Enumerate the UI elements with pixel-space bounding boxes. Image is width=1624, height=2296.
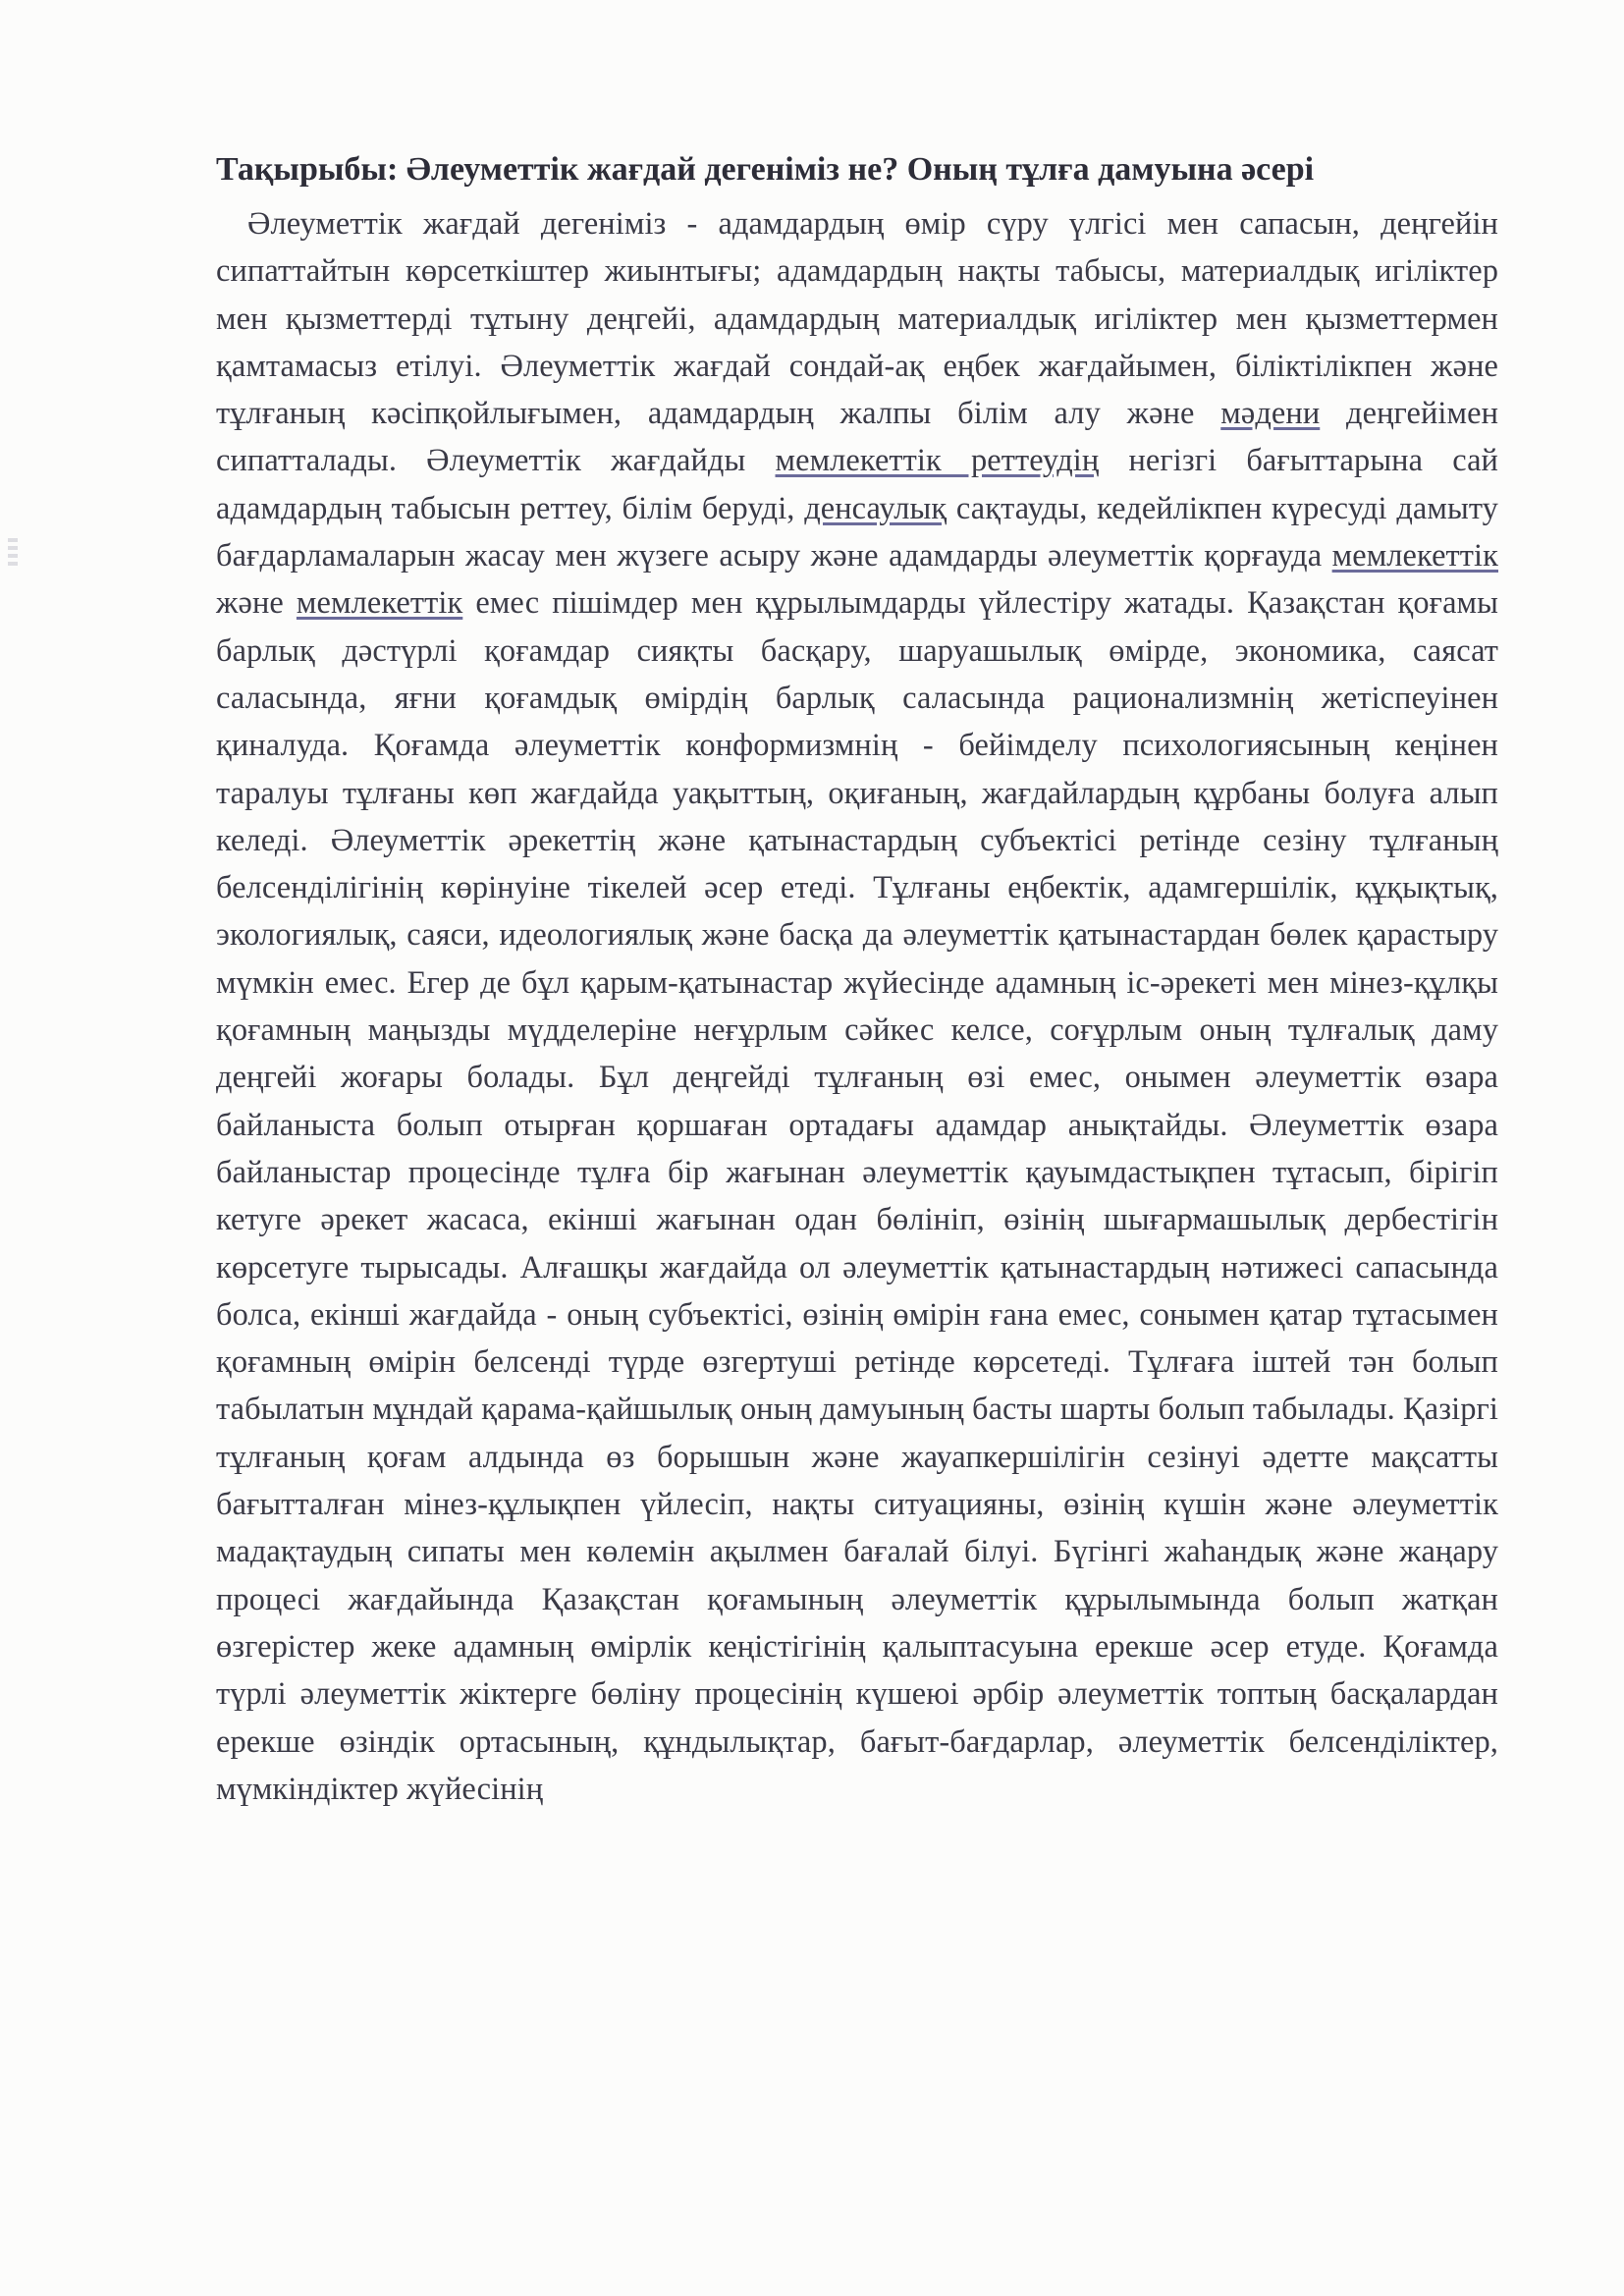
underlined-word-memlekettik-retteudin: мемлекеттік реттеудің xyxy=(775,443,1100,479)
body-text-1: Әлеуметтік жағдай дегеніміз - адамдардың өмір сүру үлгісі мен сапасын, деңгейін сипаттайтын көрсеткіштер жиынтығы; адамдардың нақты табысы, материалдық игіліктер мен қызметтерді тұтыну деңгейі, адамдардың материалдық игіліктер мен қызметтермен қамтамасыз етілуі. Әлеуметтік жағдай сондай-ақ еңбек жағдайымен, біліктілікпен және тұлғаның кәсіпқойлығымен, адамдардың жалпы білім алу және xyxy=(216,206,1498,432)
document-page xyxy=(216,147,1498,1813)
underlined-word-memlekettik-1: мемлекеттік xyxy=(1331,538,1498,574)
body-text-2: деңгейімен сипатталады. Әлеуметтік жағдайды xyxy=(216,396,1498,479)
body-text-4: сақтауды, кедейлікпен күресуді дамыту бағдарламаларын жасау мен жүзеге асыру және адамдарды әлеуметтік қорғауда xyxy=(216,490,1498,574)
underlined-word-madeni: мәдени xyxy=(1220,396,1321,432)
scan-artifact xyxy=(8,538,18,566)
body-text-3: негізгі бағыттарына сай адамдардың табысын реттеу, білім беруді, xyxy=(216,443,1498,526)
underlined-word-memlekettik-2: мемлекеттік xyxy=(296,585,463,622)
body-text-5: және xyxy=(216,585,284,622)
body-paragraph xyxy=(216,200,1498,1813)
underlined-word-densaulyk: денсаулық xyxy=(804,490,947,526)
body-text-6: емес пішімдер мен құрылымдарды үйлестіру жатады. Қазақстан қоғамы барлық дәстүрлі қоғамдар сияқты басқару, шаруашылық өмірде, экономика, саясат саласында, яғни қоғамдық өмірдің барлық саласында рационализмнің жетіспеуінен қиналуда. Қоғамда әлеуметтік конформизмнің - бейімделу психологиясының кеңінен таралуы тұлғаны көп жағдайда уақыттың, оқиғаның, жағдайлардың құрбаны болуға алып келеді. Әлеуметтік әрекеттің және қатынастардың субъектісі ретінде сезіну тұлғаның белсенділігінің көрінуіне тікелей әсер етеді. Тұлғаны еңбектік, адамгершілік, құқықтық, экологиялық, саяси, идеологиялық және басқа да әлеуметтік қатынастардан бөлек қарастыру мүмкін емес. Егер де бұл қарым-қатынастар жүйесінде адамның іс-әрекеті мен мінез-құлқы қоғамның маңызды мүдделеріне неғұрлым сәйкес келсе, соғұрлым оның тұлғалық даму деңгейі жоғары болады. Бұл деңгейді тұлғаның өзі емес, онымен әлеуметтік өзара байланыста болып отырған қоршаған ортадағы адамдар анықтайды. Әлеуметтік өзара байланыстар процесінде тұлға бір жағынан әлеуметтік қауымдастықпен тұтасып, бірігіп кетуге әрекет жасаса, екінші жағынан одан бөлініп, өзінің шығармашылық дербестігін көрсетуге тырысады. Алғашқы жағдайда ол әлеуметтік қатынастардың нәтижесі сапасында болса, екінші жағдайда - оның субъектісі, өзінің өмірін ғана емес, сонымен қатар тұтасымен қоғамның өмірін белсенді түрде өзгертуші ретінде көрсетеді. Тұлғаға іштей тән болып табылатын мұндай қарама-қайшылық оның дамуының басты шарты болып табылады. Қазіргі тұлғаның қоғам алдында өз борышын және жауапкершілігін сезінуі әдетте мақсатты бағытталған мінез-құлықпен үйлесіп, нақты ситуацияны, өзінің күшін және әлеуметтік мадақтаудың сипаты мен көлемін ақылмен бағалай білуі. Бүгінгі жаһандық және жаңару процесі жағдайында Қазақстан қоғамының әлеуметтік құрылымында болып жатқан өзгерістер жеке адамның өмірлік кеңістігінің қалыптасуына ерекше әсер етуде. Қоғамда түрлі әлеуметтік жіктерге бөліну процесінің күшеюі әрбір әлеуметтік топтың басқалардан ерекше өзіндік ортасының, құндылықтар, бағыт-бағдарлар, әлеуметтік белсенділіктер, мүмкіндіктер жүйесінің xyxy=(216,585,1499,1807)
document-title: Тақырыбы: Әлеуметтік жағдай дегеніміз не? Оның тұлға дамуына әсері xyxy=(216,151,1315,188)
